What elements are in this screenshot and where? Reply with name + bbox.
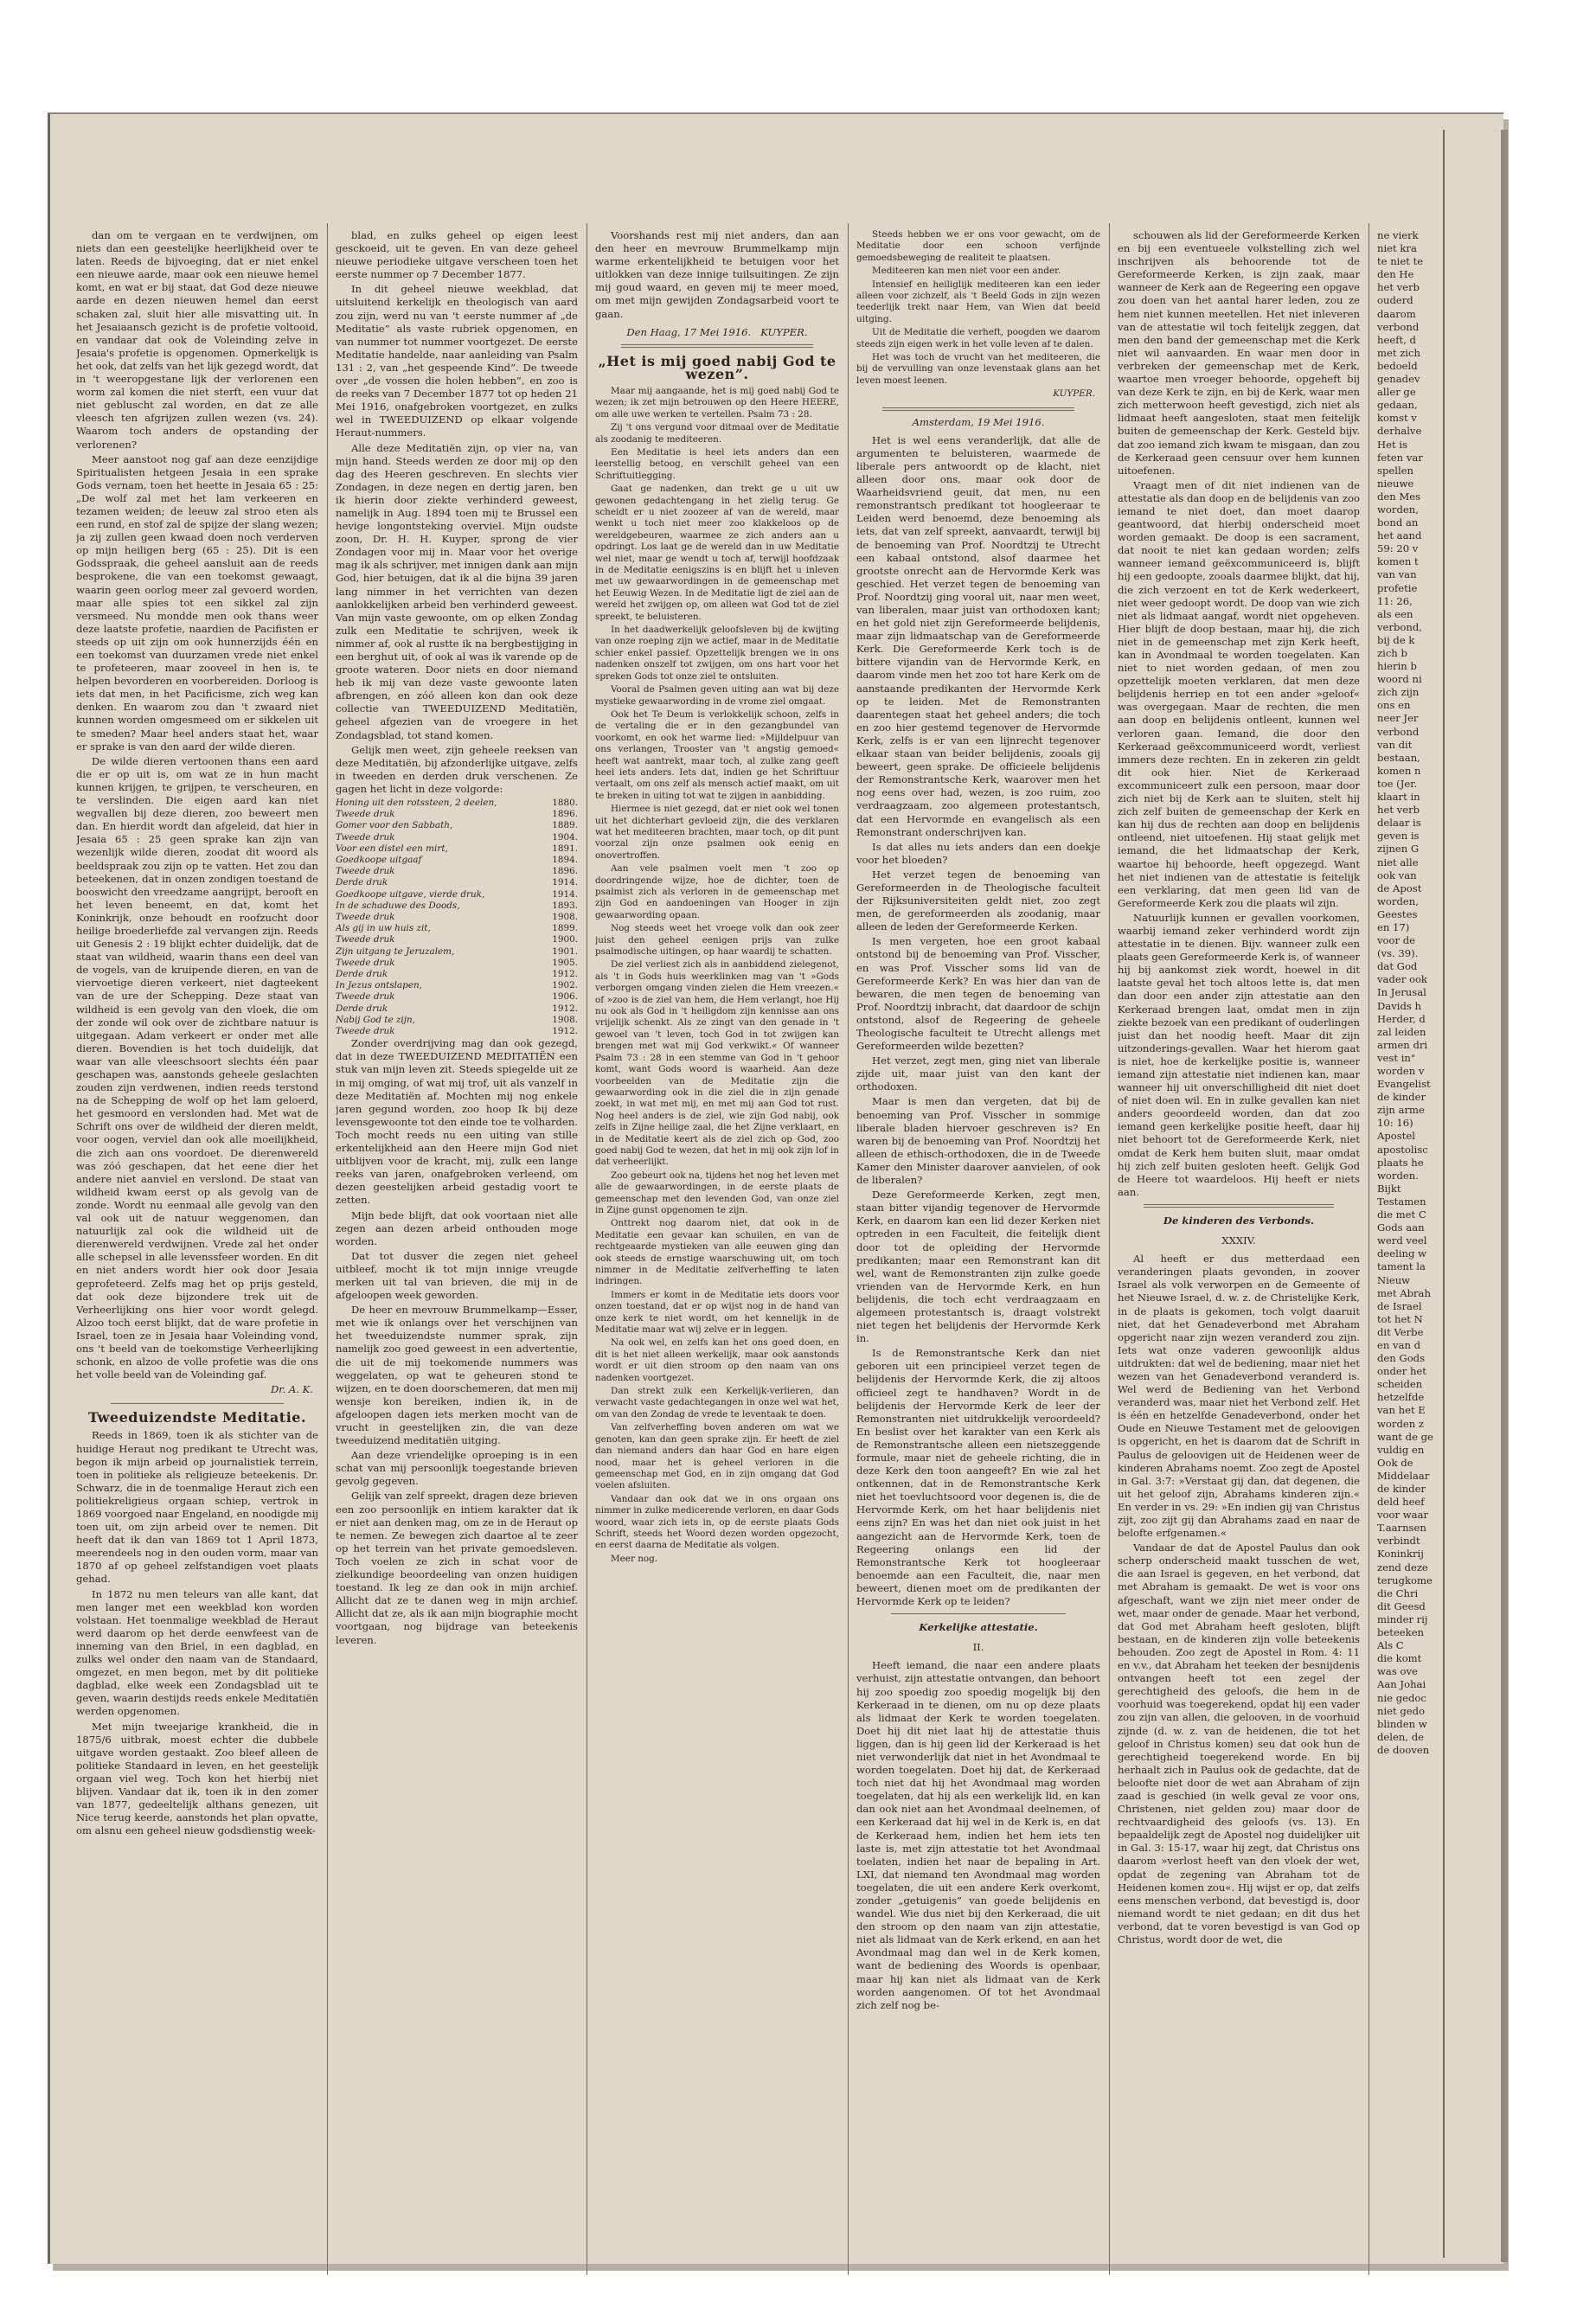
text-fragment: vest in": [1377, 1051, 1416, 1064]
text-fragment: genadev: [1377, 373, 1420, 386]
divider: [882, 407, 1074, 411]
text-fragment: de kinder: [1377, 1483, 1426, 1495]
text-fragment: als een: [1377, 607, 1413, 620]
paragraph: Aan vele psalmen voelt men 't zoo op doordringende wijze, hoe de dichter, toen de psalmist zich als verloren in de gemeenschap met zijn God en aandoeningen van Hooger in zijn gewaarwording opaan.: [595, 863, 839, 920]
bibliography-year: 1905.: [552, 957, 578, 968]
bibliography-entry: [336, 1026, 578, 1037]
paragraph: Maar is men dan vergeten, dat bij de benoeming van Prof. Visscher in sommige liberale bladen hiervoer geschreven is? En waren bij de benoeming van Prof. Noordtzij het alleen de ethisch-orthodoxen, die in de Tweede Kamer den Minister daarover aanvielen, of ook de liberalen?: [856, 1095, 1100, 1187]
bibliography-entry: [336, 980, 578, 991]
paragraph: De heer en mevrouw Brummelkamp—Esser, met wie ik onlangs over het verschijnen van het tweeduizendste nummer sprak, zijn namelijk zoo goed geweest in een advertentie, die uit de mij toekomende nummers was weggelaten, op wat te geheuren stond te wijzen, en te doen doorschemeren, dat men mij wensje kon bereiken, indien ik, in de afgeloopen dagen iets merken mocht van de vrucht in geestelijken zin, die van deze tweeduizend meditatiën uitging.: [336, 1304, 578, 1447]
text-fragment: worden z: [1377, 1417, 1424, 1430]
text-fragment: niet gedo: [1377, 1704, 1426, 1717]
text-fragment: komen n: [1377, 764, 1421, 777]
divider: [891, 1613, 1066, 1614]
text-fragment: de kinder: [1377, 1091, 1426, 1104]
text-fragment: den He: [1377, 268, 1414, 281]
text-fragment: was ove: [1377, 1665, 1418, 1678]
text-fragment: tot het N: [1377, 1312, 1423, 1325]
text-fragment: te niet te: [1377, 255, 1424, 268]
text-fragment: bestaan,: [1377, 751, 1420, 764]
text-fragment: zijnen G: [1377, 843, 1420, 856]
text-fragment: ook van: [1377, 868, 1417, 881]
text-fragment: beteeken: [1377, 1626, 1425, 1639]
bibliography-entry: [336, 866, 578, 877]
paragraph: Gelijk van zelf spreekt, dragen deze brieven een zoo persoonlijk en intiem karakter dat ik er niet aan denken mag, om ze in de Heraut op te nemen. Ze bewegen zich daartoe al te zeer op het terrein van het private gemoedsleven. Toch voelen ze zich in schat voor de zielkundige beoordeeling van onzen huidigen toestand. Ik leg ze dan ook in mijn archief. Allicht dat ze te danen weg in mijn archief. Allicht dat ze, als ik aan mijn biographie mocht voortgaan, nog bijdrage van beteekenis leveren.: [336, 1490, 578, 1646]
text-fragment: die met C: [1377, 1208, 1426, 1221]
text-fragment: nieuwe: [1377, 477, 1414, 490]
dateline: Amsterdam, 19 Mei 1916.: [912, 415, 1045, 428]
article-heading: Kerkelijke attestatie.: [919, 1621, 1038, 1634]
divider: [1144, 1204, 1334, 1208]
paragraph: Het is wel eens veranderlijk, dat alle de argumenten te beluisteren, waarmede de liberale pers antwoordt op de klacht, niet alleen door ons, maar ook door de Waarheidsvriend geuit, dat men, nu een remonstrantsch predikant tot hoogleeraar te Leiden werd benoemd, deze benoeming als iets, dat van zelf spreekt, aanvaardt, terwijl bij de benoeming van Prof. Noordtzij te Utrecht een kabaal ontstond, alsof daarmee het grootste onrecht aan de Hervormde Kerk was geschied. Het verzet tegen de benoeming van Prof. Noordtzij ging vooral uit, naar men weet, van liberalen, maar juist van orthodoxen kant; en het gold niet zijn Gereformeerde belijdenis, maar zijn lidmaatschap van de Gereformeerde Kerk. Die Gereformeerde Kerk toch is de bittere vijandin van de Hervormde Kerk, en daarom vinde men het zoo tot hare Kerk om de aanstaande predikanten der Hervormde Kerk op te leiden. Met de Remonstranten daarentegen staat het geheel anders; die toch en zoo hier gestemd tegenover de Hervormde Kerk, zelfs is er van een lijnrecht tegenover elkaar staan van beider belijdenis, zooals gij beweert, geen sprake. De officieele belijdenis der Remonstrantsche Kerk, waarover men het nog eens over had, wezen, is zoo ruim, zoo verdraagzaam, zoo algemeen protestantsch, dat een Hervormde en evangelisch als een Remonstrant onderschrijven kan.: [856, 433, 1100, 838]
paragraph: Het verzet tegen de benoeming van Gereformeerden in de Theologische faculteit der Rijksuniversiteiten geldt niet, zoo zegt men, de gereformeerden als zoodanig, maar alleen de leden der Gereformeerde Kerken.: [856, 868, 1100, 933]
text-fragment: Herder, d: [1377, 1012, 1426, 1025]
text-fragment: In Jerusal: [1377, 986, 1426, 999]
paragraph: blad, en zulks geheel op eigen leest gesckoeid, uit te geven. En van deze geheel nieuwe periodieke uitgave verscheen toen het eerste nummer op 7 December 1877.: [336, 229, 578, 281]
paragraph: Immers er komt in de Meditatie iets doors voor onzen toestand, dat er op wijst nog in de hand van onze kerk te niet wordt, om het kennelijk in de Meditatie maar wat wij zelve er in leggen.: [595, 1289, 839, 1336]
paragraph: De ziel verliest zich als in aanbiddend zielegenot, als 't in Gods huis weerklinken mag van 't »Gods verborgen omgang vinden zielen die Hem vreezen.« of »zoo is de ziel van hem, die Hem verlangt, hoe Hij nu ook als God in 't heiligdom zijn kennisse aan ons vrijelijk schenkt. Als ze zingt van den genade in 't gewoel van 't leven, toch God in tot zwijgen kan brengen met wat mij God verkwikt.« Of wanneer Psalm 73 : 28 in een stemme van God in 't gehoor komt, want Gods woord is waarheid. Aan deze voorbeelden van de Meditatie zijn die gewaarwording ook in die ziel die in zijn genade zoekt, in wat met mij, en met mij aan God tot rust. Nog heel anders is de ziel, wie zijn God nabij, ook zelfs in Zijne heilige zaal, die het Zijne verklaart, en in de Meditatie keert als de ziel zich op God, zoo goed nabij God te wezen, dat het in mij ook zijn lof in dat verheerlijkt.: [595, 959, 839, 1168]
bibliography-year: 1908.: [552, 912, 578, 923]
bibliography-title: Nabij God te zijn,: [336, 1014, 415, 1025]
text-fragment: bedoeld: [1377, 359, 1418, 372]
bibliography-title: Tweede druk: [336, 831, 395, 843]
text-fragment: verbond,: [1377, 620, 1422, 633]
bibliography-year: 1896.: [552, 866, 578, 877]
bibliography-year: 1891.: [552, 843, 578, 854]
paragraph: Ook het Te Deum is verlokkelijk schoon, zelfs in de vertaling die er in den gezangbundel van voorkomt, en ook het warme lied: »Mijldelpuur van ons verlangen, Trooster van 't angstig gemoed« heeft wat aantrekt, maar toch, al zulke zang geeft heel iets anders. Iets dat, indien ge het Schriftuur vertaalt, om ons zelf als mensch actief maakt, om uit te breken in uiting tot wat te zijgen in aanbidding.: [595, 708, 839, 801]
bibliography-title: Tweede druk: [336, 809, 395, 820]
text-fragment: Koninkrij: [1377, 1548, 1424, 1561]
text-fragment: niet kra: [1377, 242, 1417, 255]
text-fragment: derhalve: [1377, 425, 1422, 438]
text-fragment: met Abrah: [1377, 1286, 1431, 1299]
bibliography-year: 1908.: [552, 1014, 578, 1025]
bibliography-entry: [336, 991, 578, 1003]
page-edge: [1501, 130, 1508, 2262]
text-fragment: hetzelfde: [1377, 1391, 1425, 1404]
text-fragment: verbond: [1377, 725, 1420, 738]
bibliography-year: 1904.: [552, 831, 578, 843]
text-fragment: worden.: [1377, 1169, 1419, 1182]
text-fragment: apostolisc: [1377, 1143, 1428, 1156]
bibliography-year: 1906.: [552, 991, 578, 1003]
text-fragment: Nieuw: [1377, 1273, 1411, 1286]
text-fragment: deeling w: [1377, 1247, 1427, 1260]
text-fragment: klaart in: [1377, 791, 1420, 804]
paragraph: Heeft iemand, die naar een andere plaats verhuist, zijn attestatie ontvangen, dan behoort hij zoo spoedig zoo spoedig mogelijk bij den Kerkeraad in te dienen, om nu op deze plaats als lidmaat der Kerk te worden toegelaten. Doet hij dit niet laat hij de attestatie thuis liggen, dan is hij geen lid der Kerkeraad is het niet verwonderlijk dat niet in het Avondmaal te worden toegelaten. Doet hij dat, de Kerkeraad toch niet dat hij het Avondmaal mag worden toegelaten, dat hij als een werkelijk lid, en kan dan ook niet aan het Avondmaal deelnemen, of een Kerkeraad dat hij wel in de Kerk is, en dat de Kerkeraad hem, indien het hem iets ten laste is, met zijn attestatie tot het Avondmaal toelaten, indien het naar de bepaling in Art. LXI, dat niemand ten Avondmaal mag worden toegelaten, die uit een andere Kerk overkomt, zonder „getuigenis” van goede belijdenis en wandel. Wie dus niet bij den Kerkeraad, die uit den stroom op den naam van zijn attestatie, niet als lidmaat van de Kerk erkend, en aan het Avondmaal mag dan wel in de Kerk komen, want de bediening des Woords is openbaar, maar hij kan niet als lidmaat van de Kerk worden aangenomen. Of tot het Avondmaal zich zelf nog be-: [856, 1659, 1100, 2011]
text-fragment: vuldig en: [1377, 1443, 1425, 1456]
bibliography-title: Goedkoope uitgave, vierde druk,: [336, 888, 485, 900]
paragraph: Intensief en heiliglijk mediteeren kan een ieder alleen voor zichzelf, als 't Beeld Gods in zijn wezen teederlijk trekt naar Hem, van Wien dat beeld uitging.: [856, 279, 1100, 324]
bibliography-entry: [336, 912, 578, 923]
text-fragment: worden,: [1377, 503, 1419, 516]
text-fragment: zend deze: [1377, 1561, 1428, 1574]
bibliography-title: Goedkoope uitgaaf: [336, 855, 422, 866]
text-fragment: vader ook: [1377, 973, 1427, 986]
bibliography-title: Derde druk: [336, 1003, 388, 1014]
text-fragment: Geestes: [1377, 907, 1418, 920]
text-fragment: deld heef: [1377, 1496, 1425, 1509]
paragraph: Gaat ge nadenken, dan trekt ge u uit uw gewonen gedachtengang in het zielig terug. Ge scheidt er u niet zoozeer af van de wereld, maar wenkt u toch niet meer zoo klakkeloos op de wereldgebeuren, waarmee ze zich anders aan u opdringt. Los laat ge de wereld dan in uw Meditatie wel niet, maar ge wendt u toch af, terwijl hoofdzaak in de Meditatie eenigszins is en blijft het u inleven met uw gewaarwordingen in de gemeenschap met het Eeuwig Wezen. In de Meditatie ligt de ziel aan de wereld het zwijgen op, om alleen wat God tot de ziel spreekt, te beluisteren.: [595, 484, 839, 622]
paragraph: Met mijn tweejarige krankheid, die in 1875/6 uitbrak, moest echter die dubbele uitgave worden gestaakt. Zoo bleef alleen de politieke Standaard in leven, en het geestelijk orgaan viel weg. Toch kon het hierbij niet blijven. Vandaar dat ik, toen ik in den zomer van 1877, gedeeltelijk althans genezen, uit Nice terug keerde, aanstonds het plan opvatte, om alsnu een geheel nieuw godsdienstig week-: [76, 1720, 318, 1837]
text-fragment: zal leiden: [1377, 1025, 1426, 1038]
text-fragment: Ook de: [1377, 1456, 1413, 1469]
text-fragment: Davids h: [1377, 999, 1421, 1012]
bibliography-year: 1912.: [552, 969, 578, 980]
text-fragment: met zich: [1377, 346, 1420, 359]
signature: Dr. A. K.: [270, 1383, 313, 1396]
text-fragment: het aand: [1377, 529, 1422, 542]
text-fragment: worden v: [1377, 1065, 1425, 1077]
text-fragment: verbindt: [1377, 1535, 1420, 1548]
bibliography-year: 1896.: [552, 809, 578, 820]
paragraph: Vandaar de dat de Apostel Paulus dan ook scherp onderscheid maakt tusschen de wet, die aan Israel is gegeven, en het verbond, dat met Abraham is gemaakt. De wet is voor ons afgeschaft, want we zijn niet meer onder de wet, maar onder de genade. Maar het verbond, dat God met Abraham heeft gesloten, blijft bestaan, en de kinderen zijn volle beteekenis behouden. Zoo zegt de Apostel in Rom. 4: 11 en v.v., dat Abraham het teeken der besnijdenis ontvangen heeft tot een zegel der gerechtigheid des geloofs, die hem in de voorhuid was toegerekend, opdat hij een vader zou zijn van allen, die gelooven, in de voorhuid zijnde (d. w. z. van de heidenen, die tot het geloof in Christus komen) seu dat ook hun de gerechtigheid toegerekend worde. En bij herhaalt zich in Paulus ook de gedachte, dat de beloofte niet door de wet aan Abraham of zijn zaad is geschied (in welk geval ze voor ons, Christenen, niet gelden zou) maar door de rechtvaardigheid des geloofs (vs. 13). En bepaaldelijk zegt de Apostel nog duidelijker uit in Gal. 3: 15-17, waar hij zegt, dat Christus ons daarom »verlost heeft van den vloek der wet, opdat de zegening van Abraham tot de Heidenen komen zou«. Hij wijst er op, dat zelfs eens menschen verbond, dat bevestigd is, door niemand wordt te niet gedaan; en dit dus het verbond, dat te voren bevestigd is van God op Christus, wordt door de wet, die: [1118, 1541, 1360, 1945]
motto: Maar mij aangaande, het is mij goed nabij God te wezen; ik zet mijn betrouwen op den Heere HEERE, om alle uwe werken te vertellen. Psalm 73 : 28.: [595, 385, 839, 420]
bibliography-year: 1900.: [552, 934, 578, 945]
paragraph: Nog steeds weet het vroege volk dan ook zeer juist den geheel eenigen prijs van zulke psalmodische uitingen, op haar waardij te schatten.: [595, 923, 839, 958]
paragraph: Zonder overdrijving mag dan ook gezegd, dat in deze TWEEDUIZEND MEDITATIËN een stuk van mijn leven zit. Steeds spiegelde uit ze in mij omging, of wat mij trof, uit als vanzelf in deze Meditatiën af. Mochten mij nog enkele jaren gegund worden, zoo hoop Ik bij deze levensgewoonte tot den einde toe te volharden. Toch mocht reeds nu een uiting van stille erkentelijkheid aan den Heere mijn God niet uitblijven voor de kracht, mij, zulk een lange reeks van jaren, onafgebroken verleend, om dezen geestelijken arbeid gestadig voort te zetten.: [336, 1037, 578, 1207]
text-fragment: terugkome: [1377, 1574, 1433, 1586]
paragraph: Deze Gereformeerde Kerken, zegt men, staan bitter vijandig tegenover de Hervormde Kerk, en daarom kan een lid dezer Kerken niet optreden in een Faculteit, die feitelijk dient door tot de opleiding der Hervormde predikanten; maar een Remonstrant kan dit wel, want de Remonstranten zijn zulke goede vrienden van de Hervormde Kerk, en hun belijdenis, die toch echt verdraagzaam en algemeen protestantsch is, draagt volstrekt niet tegen het belijdenis der Hervormde Kerk in.: [856, 1189, 1100, 1345]
paragraph: dan om te vergaan en te verdwijnen, om niets dan een geestelijke heerlijkheid over te laten. Reeds de bijvoeging, dat er niet enkel een nieuwe aarde, maar ook een nieuwe hemel komt, en wat er bij staat, dat God deze nieuwe aarde en dezen nieuwen hemel dan eerst schaken zal, sluit hier alle misvatting uit. In het Jesaiaansch gezicht is de profetie voltooid, en vandaar dat ook de Voleinding zelve in Jesaia's profetie is opgenomen. Opmerkelijk is het ook, dat zelfs van het lijk gezegd wordt, dat in 't weeropgestane lijk der verlorenen een worm zal komen die niet sterft, een vuur dat niet gebluscht zal worden, en dat ze alle vleesch ten afgrijzen zullen wezen (vs. 24). Waarom toch anders de opstanding der verlorenen?: [76, 229, 318, 451]
bibliography-title: In de schaduwe des Doods,: [336, 900, 460, 911]
divider: [621, 344, 813, 348]
text-fragment: die Chri: [1377, 1586, 1419, 1599]
column-4: [856, 229, 1100, 2275]
paragraph: In 1872 nu men teleurs van alle kant, dat men langer met een weekblad kon worden volstaan. Het toenmalige weekblad de Heraut werd daarom op het derde eenwfeest van de inneming van den Briel, in een dagblad, en zulks wel onder den naam van de Standaard, omgezet, en men begon, met by dit politieke dagblad, elke week een Zondagsblad uit te geven, waarin destijds reeds enkele Meditatiën werden opgenomen.: [76, 1587, 318, 1718]
text-fragment: 59: 20 v: [1377, 542, 1419, 555]
text-fragment: van van: [1377, 568, 1417, 581]
text-fragment: Apostel: [1377, 1130, 1415, 1143]
bibliography-title: Tweede druk: [336, 912, 395, 923]
text-fragment: het verb: [1377, 804, 1420, 817]
text-fragment: komen t: [1377, 555, 1419, 568]
paragraph: Reeds in 1869, toen ik als stichter van de huidige Heraut nog predikant te Utrecht was, begon ik mijn arbeid op journalistiek terrein, toen in politieke als religieuze beteekenis. Dr. Schwarz, die in de toenmalige Heraut zich een politiekreligieus orgaan schiep, vertrok in 1869 voorgoed naar Engeland, en noodigde mij toen uit, om zijn arbeid over te nemen. Dit heeft dat ik dan van 1869 tot 1 April 1873, meerendeels nog in den ouden vorm, maar van 1870 af op geheel zelfstandigen voet plaats gehad.: [76, 1429, 318, 1586]
text-fragment: (vs. 39).: [1377, 947, 1419, 960]
text-fragment: neer Jer: [1377, 712, 1419, 725]
bibliography-title: Tweede druk: [336, 957, 395, 968]
bibliography-entry: [336, 855, 578, 866]
text-fragment: geven is: [1377, 830, 1420, 843]
text-fragment: ons en: [1377, 699, 1411, 712]
text-fragment: Gods aan: [1377, 1221, 1425, 1234]
paragraph: Gelijk men weet, zijn geheele reeksen van deze Meditatiën, bij afzonderlijke uitgave, zelfs in tweeden en derden druk verschenen. Ze gagen het licht in deze volgorde:: [336, 743, 578, 795]
text-fragment: de dooven: [1377, 1743, 1430, 1756]
text-fragment: heeft, d: [1377, 333, 1416, 346]
text-fragment: Testamen: [1377, 1195, 1426, 1208]
text-fragment: ne vierk: [1377, 229, 1419, 241]
text-fragment: T.aarnsen: [1377, 1522, 1426, 1535]
bibliography-title: Tweede druk: [336, 1026, 395, 1037]
bibliography-title: In Jezus ontslapen,: [336, 980, 422, 991]
bibliography-entry: [336, 923, 578, 934]
bibliography-entry: [336, 969, 578, 980]
bibliography-year: 1901.: [552, 945, 578, 957]
paragraph: Voorshands rest mij niet anders, dan aan den heer en mevrouw Brummelkamp mijn warme erkentelijkheid te betuigen voor het uitlokken van deze innige tuilsuitingen. Ze zijn mij goud waard, en geven mij te meer moed, om met mijn gewijden Zondagsarbeid voort te gaan.: [595, 229, 839, 320]
text-fragment: van dit: [1377, 738, 1413, 751]
text-fragment: blinden w: [1377, 1717, 1427, 1730]
column-2: [336, 229, 578, 2275]
text-fragment: delen, de: [1377, 1730, 1424, 1743]
bibliography-entry: [336, 877, 578, 888]
meditation-heading: „Het is mij goed nabij God te wezen”.: [598, 352, 836, 382]
text-fragment: van het E: [1377, 1404, 1426, 1417]
text-fragment: zich b: [1377, 647, 1407, 659]
column-6-fragment: [1377, 229, 1439, 2249]
paragraph: Van zelfverheffing boven anderen om wat we genoten, kan dan geen sprake zijn. Er heeft de ziel dan niemand anders dan haar God en hare eigen nood, maar het is geheel verloren in die gemeenschap met God, en in zijn omgang dat God voelen afsluiten.: [595, 1422, 839, 1491]
column-rule: [1368, 223, 1369, 2275]
column-1: [76, 229, 318, 2275]
text-fragment: en 17): [1377, 920, 1410, 933]
paragraph: Natuurlijk kunnen er gevallen voorkomen, waarbij iemand zeker verhinderd wordt zijn attestatie in te dienen. Bijv. wanneer zulk een plaats geen Gereformeerde Kerk is, of wanneer hij bij aankomst ziek wordt, hoewel in dit laatste geval het toch altoos lette is, dat men dan door een ander zijn attestatie aan den Kerkeraad brengen laat, omdat men in zijn ziekte bezoek van een predikant of ouderlingen juist dan het noodig heeft. Maar dit zijn uitzonderings-gevallen. Waar het hierom gaat is niet, hoe de kerkelijke positie is, wanneer iemand zijn attestatie niet indienen kan, maar wanneer hij uit onverschilligheid dit niet doet of niet doen wil. En in zulke gevallen kan niet anders geoordeeld worden, dan dat zoo iemand geen kerkelijke positie heeft, daar hij niet behoort tot de Gereformeerde Kerk, niet omdat de Kerk hem buiten sluit, maar omdat hij zich zelf buiten gesloten heeft. Gelijk God de Heere tot waardeloos. Hij heeft er niets aan.: [1118, 911, 1360, 1198]
bibliography-year: 1902.: [552, 980, 578, 991]
bibliography-entry: [336, 832, 578, 843]
place-date: Den Haag, 17 Mei 1916.: [626, 325, 752, 338]
bibliography-title: Derde druk: [336, 877, 388, 888]
text-fragment: hierin b: [1377, 660, 1417, 673]
text-fragment: delaar is: [1377, 817, 1421, 830]
text-fragment: ouderd: [1377, 294, 1413, 307]
bibliography-entry: [336, 934, 578, 945]
bibliography-title: Zijn uitgang te Jeruzalem,: [336, 945, 455, 957]
text-fragment: de Apost: [1377, 881, 1422, 894]
text-fragment: daarom: [1377, 307, 1416, 320]
paragraph: Dan strekt zulk een Kerkelijk-verlieren, dan verwacht vaste gedachtegangen in onze wel wat het, om van den Zondag de vrede te leventaak te doen.: [595, 1386, 839, 1420]
bibliography-title: Derde druk: [336, 969, 388, 980]
paragraph: schouwen als lid der Gereformeerde Kerken en bij een eventueele volkstelling zich wel inschrijven als behoorende tot de Gereformeerde Kerken, is zijn zaak, maar wanneer de Kerk aan de Regeering een opgave zou doen van het aantal harer leden, zou ze hem niet kunnen meetellen. Het niet inleveren van de attestatie wil toch feitelijk zeggen, dat men den band der gemeenschap met die Kerk niet wil aanvaarden. En waar men door in verbreken der gemeenschap met de Kerk, waartoe men vroeger behoorde, opgeheft bij van deze Kerk te zijn, en bij de Kerk, waar men zich metterwoon heeft gevestigd, zich niet als lidmaat heeft aangesloten, staat men feitelijk buiten de gemeenschap der Kerk. Gesteld bijv. dat zoo iemand zich kwam te misgaan, dan zou de Kerkeraad geen censuur over hem kunnen uitoefenen.: [1118, 229, 1360, 477]
text-fragment: toe (Jer.: [1377, 777, 1418, 790]
text-fragment: profetie: [1377, 581, 1418, 594]
bibliography-entry: [336, 958, 578, 969]
column-rule: [848, 223, 849, 2275]
text-fragment: bond an: [1377, 516, 1419, 529]
text-fragment: feten var: [1377, 451, 1423, 464]
paragraph: Het verzet, zegt men, ging niet van liberale zijde uit, maar juist van den kant der orthodoxen.: [856, 1054, 1100, 1093]
bibliography-year: 1912.: [552, 1003, 578, 1014]
bibliography-entry: [336, 901, 578, 912]
dateline: [595, 326, 839, 339]
article-heading: De kinderen des Verbonds.: [1163, 1214, 1315, 1227]
paragraph: Dat tot dusver die zegen niet geheel uitbleef, mocht ik tot mijn innige vreugde merken uit tal van brieven, die mij in de afgeloopen week geworden.: [336, 1249, 578, 1302]
bibliography-entry: [336, 809, 578, 820]
text-fragment: scheiden: [1377, 1378, 1423, 1391]
article-heading: Tweeduizendste Meditatie.: [87, 1409, 307, 1426]
paragraph: In dit geheel nieuwe weekblad, dat uitsluitend kerkelijk en theologisch van aard zou zijn, werd nu van 't eerste nummer af „de Meditatie” als vaste rubriek opgenomen, en van nummer tot nummer voortgezet. De eerste Meditatie handelde, naar aanleiding van Psalm 131 : 2, van „het gespeende Kind”. De tweede over „de vossen die holen hebben”, en zoo is de reeks van 7 December 1877 tot op heden 21 Mei 1916, onafgebroken voortgezet, en zulks wel in TWEEDUIZEND op elkaar volgende Heraut-nummers.: [336, 283, 578, 439]
paragraph: Meer aanstoot nog gaf aan deze eenzijdige Spiritualisten hetgeen Jesaia in een sprake Gods vernam, toen het heette in Jesaia 65 : 25: „De wolf zal met het lam verkeeren en tezamen weiden; de leeuw zal stroo eten als een rund, en stof zal de spijze der slang wezen; ja zij zullen geen kwaad doen noch verderven op mijn heiligen berg (65 : 25). Dit is een Godsspraak, die geheel aansluit aan de reeds besprokene, die van een toekomst gewaagt, waarin geen oorlog meer zal gevoerd worden, maar alle spies tot een sikkel zal zijn versmeed. Nu mondde men ook thans weer deze laatste profetie, naardien de Pacifisten er steeds op uit zijn om ook hunnerzijds één en een toekomst van duurzamen vrede niet enkel te profeteeren, maar zooveel in hen is, te helpen bevorderen en voorbereiden. Dorloog is iets dat men, in het Pacificisme, zich weg kan denken. En waarom zou dan 't zwaard niet kunnen worden omgesmeed om er sikkelen uit te smeden? Maar heel anders staat het, waar er sprake is van den aard der wilde dieren.: [76, 452, 318, 753]
paragraph: Meer nog.: [611, 1553, 658, 1564]
text-fragment: spellen: [1377, 464, 1413, 477]
bibliography-title: Voor een distel een mirt,: [336, 843, 448, 854]
bibliography-title: Als gij in uw huis zit,: [336, 923, 431, 934]
bibliography-year: 1880.: [552, 798, 578, 809]
column-rule: [1109, 223, 1110, 2275]
text-fragment: niet alle: [1377, 856, 1419, 868]
paragraph: Is de Remonstrantsche Kerk dan niet geboren uit een principieel verzet tegen de belijdenis der Hervormde Kerk, die zij altoos officieel zegt te handhaven? Wordt in de belijdenis der Hervormde Kerk de leer der Remonstranten niet uitdrukkelijk veroordeeld? En beslist over het karakter van een Kerk als de Remonstrantsche alleen een nietszeggende formule, maar niet de geheele richting, die in deze Kerk den toon aangeeft? En wie zal het ontkennen, dat in de Remonstrantsche Kerk niet het toevluchtsoord voor degenen is, die de Hervormde Kerk, om het haar belijdenis niet eens zijn? En was het dan niet ook juist in het aangezicht aan de Hervormde Kerk, toen de Regeering onlangs een lid der Remonstrantsche Kerk tot hoogleeraar benoemde aan een Faculteit, die, naar men beweert, dienen moet om de predikanten der Hervormde Kerk op te leiden?: [856, 1347, 1100, 1608]
text-fragment: plaats he: [1377, 1156, 1424, 1169]
paragraph: Vandaar dan ook dat we in ons orgaan ons nimmer in zulke medicerende verloren, en daar Gods woord, waar zich iets in, op de eerste plaats Gods Schrift, steeds het Woord dezen worden opgezocht, en eerst daarna de Meditatie als volgen.: [595, 1493, 839, 1551]
paragraph: Zoo gebeurt ook na, tijdens het nog het leven met alle de gewaarwordingen, in de eerste plaats de gemeenschap met den levenden God, van onze ziel in Zijne gunst opgenomen te zijn.: [595, 1170, 839, 1215]
paragraph: Steeds hebben we er ons voor gewacht, om de Meditatie door een schoon verfijnde gemoedsbeweging de realiteit te plaatsen.: [856, 229, 1100, 263]
text-fragment: worden,: [1377, 894, 1419, 907]
text-fragment: en van d: [1377, 1338, 1421, 1351]
bibliography-title: Tweede druk: [336, 866, 395, 877]
paragraph: Aan deze vriendelijke oproeping is in een schat van mij persoonlijk toegestande brieven gevolg gegeven.: [336, 1449, 578, 1488]
paragraph: Hiermee is niet gezegd, dat er niet ook wel tonen uit het dichterhart gevloeid zijn, die des verklaren wat het mediteeren brachten, maar toch, op dit punt voorzal zijn onze psalmen ook eenig en onovertroffen.: [595, 804, 839, 861]
bibliography-title: Tweede druk: [336, 934, 395, 945]
bibliography-title: Gomer voor den Sabbath,: [336, 820, 453, 831]
text-fragment: gedaan,: [1377, 399, 1418, 412]
text-fragment: zijn arme: [1377, 1104, 1425, 1117]
paragraph: Uit de Meditatie die verheft, poogden we daarom steeds zijn eigen werk in het volle leven af te dalen.: [856, 327, 1100, 349]
text-fragment: voor de: [1377, 934, 1416, 947]
paragraph: Het was toch de vrucht van het mediteeren, die bij de vervulling van onze levenstaak glans aan het leven moest leenen.: [856, 352, 1100, 386]
paragraph: Onttrekt nog daarom niet, dat ook in de Meditatie een gevaar kan schuilen, en van de rechtgeaarde mystieken van alle eeuwen ging dan ook steeds de ernstige waarschuwing uit, om toch nimmer in de Meditatie zelfverheffing te laten indringen.: [595, 1218, 839, 1287]
paragraph: Vooral de Psalmen geven uiting aan wat bij deze mystieke gewaarwording in de vrome ziel omgaat.: [595, 684, 839, 707]
paragraph: Alle deze Meditatiën zijn, op vier na, van mijn hand. Steeds werden ze door mij op den dag des Heeren geschreven. En slechts vier Zondagen, in deze negen en dertig jaren, ben ik hierin door ziekte verhinderd geweest, namelijk in Aug. 1894 toen mij te Brussel een hevige longontsteking overviel. Mijn oudste zoon, Dr. H. H. Kuyper, sprong de vier Zondagen voor mij in. Maar voor het overige mag ik als schrijver, met innigen dank aan mijn God, hier betuigen, dat ik al die bijna 39 jaren lang nimmer in het verrichten van dezen aanlokkelijken arbeid ben verhinderd geweest. Van mijn vaste gewoonte, om op elken Zondag zulk een Meditatie te schrijven, week ik nimmer af, ook al rustte ik na bergbestijging in een berghut uit, of ook al was ik varende op de groote wateren. Door niets en door niemand heb ik mij van deze vaste gewoonte laten afbrengen, en zóó alleen kon dan ook deze collectie van TWEEDUIZEND Meditatiën, geheel afgezien van de vroegere in het Zondagsblad, tot stand komen.: [336, 441, 578, 741]
paragraph: Na ook wel, en zelfs kan het ons goed doen, en dit is het niet alleen werkelijk, maar ook aanstonds wordt er uit dien stroom op den naam van ons nadenken voortgezet.: [595, 1337, 839, 1383]
text-fragment: Als C: [1377, 1639, 1404, 1652]
bibliography-entry: [336, 946, 578, 958]
column-3: [595, 229, 839, 2275]
bibliography-entry: [336, 843, 578, 855]
text-fragment: dit Geesd: [1377, 1599, 1426, 1612]
page-fold: [1443, 130, 1445, 2258]
text-fragment: die komt: [1377, 1652, 1422, 1665]
text-fragment: Bijkt: [1377, 1182, 1401, 1195]
divider: [111, 1403, 284, 1404]
paragraph: In het daadwerkelijk geloofsleven bij de kwijting van onze roeping zijn we actief, maar in de Meditatie schier enkel passief. Opzettelijk brengen we in ons nadenken onszelf tot zwijgen, om ons hart voor het spreken Gods tot onze ziel te ontsluiten.: [595, 625, 839, 682]
paragraph: Mijn bede blijft, dat ook voortaan niet alle zegen aan dezen arbeid onthouden moge worden.: [336, 1208, 578, 1247]
bibliography-title: Tweede druk: [336, 991, 395, 1003]
signature: KUYPER.: [1053, 388, 1095, 400]
text-fragment: het verb: [1377, 281, 1420, 294]
text-fragment: zich zijn: [1377, 686, 1420, 699]
text-fragment: 10: 16): [1377, 1117, 1413, 1130]
text-fragment: minder rij: [1377, 1612, 1428, 1625]
text-fragment: 11: 26,: [1377, 594, 1413, 607]
text-fragment: bij de k: [1377, 633, 1415, 646]
bibliography-year: 1912.: [552, 1026, 578, 1037]
bibliography-entry: [336, 820, 578, 831]
bibliography-year: 1894.: [552, 855, 578, 866]
paragraph: Mediteeren kan men niet voor een ander.: [872, 266, 1061, 277]
text-fragment: woord ni: [1377, 673, 1422, 686]
text-fragment: verbond: [1377, 320, 1420, 333]
bibliography-entry: [336, 1015, 578, 1026]
bibliography-entry: [336, 1003, 578, 1015]
paragraph: Al heeft er dus metterdaad een veranderingen plaats gevonden, in zoover Israel als volk verworpen en de Gemeente of het Nieuwe Israel, d. w. z. de Christelijke Kerk, in de plaats is gekomen, toch volgt daaruit niet, dat het Genadeverbond met Abraham opgericht naar zijn wezen veranderd zou zijn. Iets wat onze vaderen gewoonlijk aldus uitdrukten: dat wel de bediening, maar niet het wezen van het Genadeverbond veranderd is. Wel werd de Bediening van het Verbond veranderd was, maar niet het Verbond zelf. Het is één en hetzelfde Genadeverbond, onder het Oude en Nieuwe Testament met de geloovigen is opgericht, en het is daarom dat de Schrift in Paulus de geloovigen uit de Heidenen weer de kinderen Abrahams noemt. Zoo zegt de Apostel in Gal. 3:7: »Verstaat gij dan, dat degenen, die uit het geloof zijn, Abrahams kinderen zijn.« En verder in vs. 29: »En indien gij van Christus zijt, zoo zijt gij dan Abrahams zaad en naar de belofte erfgenamen.«: [1118, 1253, 1360, 1540]
bibliography-title: Honing uit den rotssteen, 2 deelen,: [336, 798, 497, 809]
text-fragment: Middelaar: [1377, 1469, 1430, 1482]
text-fragment: komst v: [1377, 412, 1417, 425]
text-fragment: Het is: [1377, 438, 1407, 451]
bibliography-entry: [336, 798, 578, 809]
bibliography-year: 1914.: [552, 888, 578, 900]
paragraph: Een Meditatie is heel iets anders dan een leerstellig betoog, en verschilt geheel van een Schriftuitlegging.: [595, 446, 839, 481]
text-fragment: dit Verbe: [1377, 1325, 1424, 1338]
bibliography-list: [336, 798, 578, 1037]
bibliography-year: 1899.: [552, 923, 578, 934]
text-fragment: dat God: [1377, 960, 1418, 973]
section-numeral: II.: [972, 1641, 984, 1654]
text-fragment: den Gods: [1377, 1352, 1426, 1365]
paragraph: Zij 't ons vergund voor ditmaal over de Meditatie als zoodanig te mediteeren.: [595, 422, 839, 445]
bibliography-year: 1914.: [552, 877, 578, 888]
column-5: [1118, 229, 1360, 2275]
text-fragment: aller ge: [1377, 386, 1416, 399]
text-fragment: armen dri: [1377, 1038, 1428, 1051]
text-fragment: de Israel: [1377, 1299, 1422, 1312]
bibliography-year: 1889.: [552, 820, 578, 831]
section-numeral: XXXIV.: [1221, 1234, 1256, 1247]
paragraph: Is men vergeten, hoe een groot kabaal ontstond bij de benoeming van Prof. Visscher, en was Prof. Visscher soms lid van de Gereformeerde Kerk? En was hier dan van de bewaren, die men tegen de benoeming van Prof. Noordtzij inbracht, dat daardoor de schijn ontstond, alsof de Regeering de geheele Theologische faculteit te Utrecht allengs met Gereformeerden wilde bezetten?: [856, 935, 1100, 1053]
paragraph: De wilde dieren vertoonen thans een aard die er op uit is, om wat ze in hun macht kunnen krijgen, te grijpen, te verscheuren, en te verslinden. Die eigen aard kan niet wegvallen bij deze dieren, zoo beweert men dan. En hierdit wordt dan afgeleid, dat hier in Jesaia 65 : 25 geen sprake kan zijn van wezenlijk wilde dieren, zoodat dit woord als beeldspraak zou zijn op te vatten. Het zou dan beteekenen, dat in onzen zondigen toestand de booswicht den vreedzame aangrijpt, berooft en het leven beneemt, en dat, komt het Koninkrijk, onze behoudt en roofzucht door heilige broederliefde zal vervangen zijn. Reeds uit Genesis 2 : 19 blijkt echter duidelijk, dat de staat van wildheid, waarin thans een deel van de vogels, van de kruipende dieren, en van de viervoetige dieren verkeert, niet dagteekent van de ure der Schepping. Deze staat van wildheid is een gevolg van den vloek, die om der zonde wil ook over de zichtbare natuur is uitgegaan. Adam verkeert er onder met alle dieren. Bovendien is het toch duidelijk, dat waar van alle vleeschsoort slechts één paar geschapen was, aanstonds geheele geslachten zouden zijn verdwenen, indien reeds terstond na de Schepping de wolf op het lam geloerd, het gesmoord en verslonden had. Met wat de Schrift ons over de wildheid der dieren meldt, voor oogen, verviel dan ook alle moeilijkheid, die zich aan ons voordoet. De dierenwereld was zóó geschapen, dat het eene dier het andere niet aanviel en verslond. De staat van wildheid kwam eerst op als gevolg van de zonde. Wordt nu eenmaal alle gevolg van den val ook uit de natuur weggenomen, dan natuurlijk zal ook die wildheid uit de dierenwereld verdwijnen. Vrede zal het onder alle schepsel in alle levenssfeer worden. En dit en niet anders wordt hier ook door Jesaia geprofeteerd. Zelfs mag het op prijs gesteld, dat ook deze bijzondere trek uit de Verheerlijking ons hier voor wordt gelegd. Alzoo toch eerst blijkt, dat de ware profetie in Israel, toen ze in Jesaia haar Voleinding vond, ons 't beeld van de toekomstige Verheerlijking schonk, en alzoo de volle profetie was die ons het volle beeld van de Voleinding gaf.: [76, 754, 318, 1381]
bibliography-entry: [336, 889, 578, 901]
column-rule: [327, 223, 328, 2275]
text-fragment: Evangelist: [1377, 1078, 1431, 1091]
text-fragment: nie gedoc: [1377, 1691, 1426, 1704]
paragraph: Is dat alles nu iets anders dan een doekje voor het bloeden?: [856, 840, 1100, 866]
text-fragment: tament la: [1377, 1260, 1426, 1273]
text-fragment: Aan Johai: [1377, 1678, 1426, 1691]
author: KUYPER.: [760, 325, 808, 338]
text-fragment: werd veel: [1377, 1234, 1427, 1247]
paragraph: Vraagt men of dit niet indienen van de attestatie als dan doop en de belijdenis van zoo iemand te niet doet, dan moet daarop geantwoord, dat hierbij onderscheid moet worden gemaakt. De doop is een sacrament, dat nooit te niet kan gedaan worden; zelfs wanneer iemand geëxcommuniceerd is, blijft hij een gedoopte, zooals daarmee blijkt, dat hij, die zich verzoent en tot de Kerk wederkeert, niet weer gedoopt wordt. De doop van wie zich niet als lidmaat aangaf, wordt niet opgeheven. Hier blijft de doop bestaan, maar hij, die zich niet in de gemeenschap met zijn Kerk heeft, kan in Avondmaal te worden toegelaten. Kan niet to niet worden gedaan, of men zou opzettelijk moeten verklaren, dat men deze belijdenis herriep en tot een ander »geloof« was overgegaan. Maar de rechten, die men aan doop en belijdenis ontleent, kunnen wel verloren gaan. Iemand, die door den Kerkeraad geëxcommuniceerd wordt, verliest immers deze rechten. En in zekeren zin geldt dit ook hier. Niet de Kerkeraad excommuniceert zulk een persoon, maar door zich niet bij de Kerk aan te sluiten, stelt hij zich zelf buiten de gemeenschap der Kerk en kan hij dus de rechten aan doop en belijdenis ontleend, niet uitoefenen. Hij staat gelijk met iemand, die het lidmaatschap der Kerk, waartoe hij behoorde, heeft opgezegd. Want het niet indienen van de attestatie is feitelijk een verklaring, dat men geen lid van de Gereformeerde Kerk zou die plaats wil zijn.: [1118, 478, 1360, 909]
bibliography-year: 1893.: [552, 900, 578, 911]
text-fragment: want de ge: [1377, 1430, 1433, 1443]
text-fragment: den Mes: [1377, 490, 1421, 503]
text-fragment: voor waar: [1377, 1509, 1429, 1522]
column-rule: [586, 223, 587, 2275]
text-fragment: onder het: [1377, 1365, 1426, 1378]
